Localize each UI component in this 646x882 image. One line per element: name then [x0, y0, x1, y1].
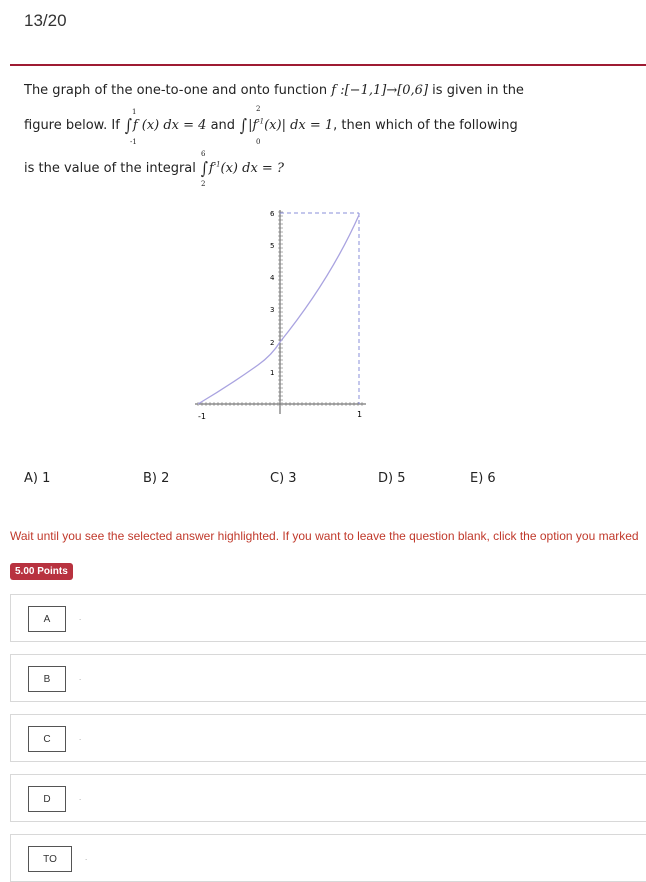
function-graph [0, 0, 646, 440]
y-label: 5 [270, 242, 275, 250]
points-badge: 5.00 Points [10, 563, 73, 580]
limit-lower: 0 [256, 138, 261, 146]
integral-sign: ∫ [200, 159, 209, 179]
answer-choice-to[interactable] [10, 834, 646, 882]
answer-choice-c[interactable] [10, 714, 646, 762]
integral-3: f [208, 161, 214, 176]
question-text: figure below. If [24, 118, 120, 133]
y-label: 4 [270, 274, 275, 282]
limit-upper: 6 [201, 150, 206, 158]
choice-letter-box[interactable]: C [28, 726, 66, 752]
y-label: 3 [270, 306, 275, 314]
integral-sign: ∫ [240, 116, 248, 136]
question-text: , then which of the following [333, 118, 518, 133]
option-a: A) 1 [24, 471, 51, 486]
question-text: The graph of the one-to-one and onto function [24, 83, 328, 98]
choice-text: . [79, 793, 82, 802]
limit-lower: 2 [201, 180, 206, 188]
integral-sign: ∫ [124, 116, 132, 136]
question-text: is given in the [432, 83, 524, 98]
x-label: -1 [198, 412, 206, 421]
choice-text: . [79, 613, 82, 622]
integral-3-rest: (x) dx = ? [220, 161, 284, 176]
option-c: C) 3 [270, 471, 297, 486]
instruction-notice: Wait until you see the selected answer highlighted. If you want to leave the question blank, click the option you marked [10, 529, 639, 543]
choice-text: . [85, 853, 88, 862]
answer-choice-a[interactable] [10, 594, 646, 642]
option-e: E) 6 [470, 471, 496, 486]
option-d: D) 5 [378, 471, 406, 486]
function-curve [198, 215, 359, 404]
integral-2-rest: (x)| dx = 1 [264, 118, 334, 133]
choice-letter-box[interactable]: D [28, 786, 66, 812]
inverse-superscript: -1 [213, 160, 221, 169]
choice-text: . [79, 673, 82, 682]
inverse-superscript: -1 [257, 117, 265, 126]
question-text: is the value of the integral [24, 161, 196, 176]
integral-1: f (x) dx = 4 [132, 118, 207, 133]
choice-letter-box[interactable]: TO [28, 846, 72, 872]
question-counter: 13/20 [24, 11, 67, 30]
y-label: 2 [270, 339, 275, 347]
answer-choice-d[interactable] [10, 774, 646, 822]
option-b: B) 2 [143, 471, 170, 486]
limit-upper: 1 [132, 108, 137, 116]
limit-upper: 2 [256, 105, 261, 113]
limit-lower: -1 [130, 138, 137, 146]
x-label: 1 [357, 410, 363, 419]
y-label: 1 [270, 369, 275, 377]
choice-text: . [79, 733, 82, 742]
choice-letter-box[interactable]: B [28, 666, 66, 692]
question-text: and [210, 118, 236, 133]
answer-choice-b[interactable] [10, 654, 646, 702]
choice-letter-box[interactable]: A [28, 606, 66, 632]
function-math: f :[−1,1]→[0,6] [331, 83, 429, 98]
integral-2: |f [248, 118, 258, 133]
y-label: 6 [270, 210, 275, 218]
